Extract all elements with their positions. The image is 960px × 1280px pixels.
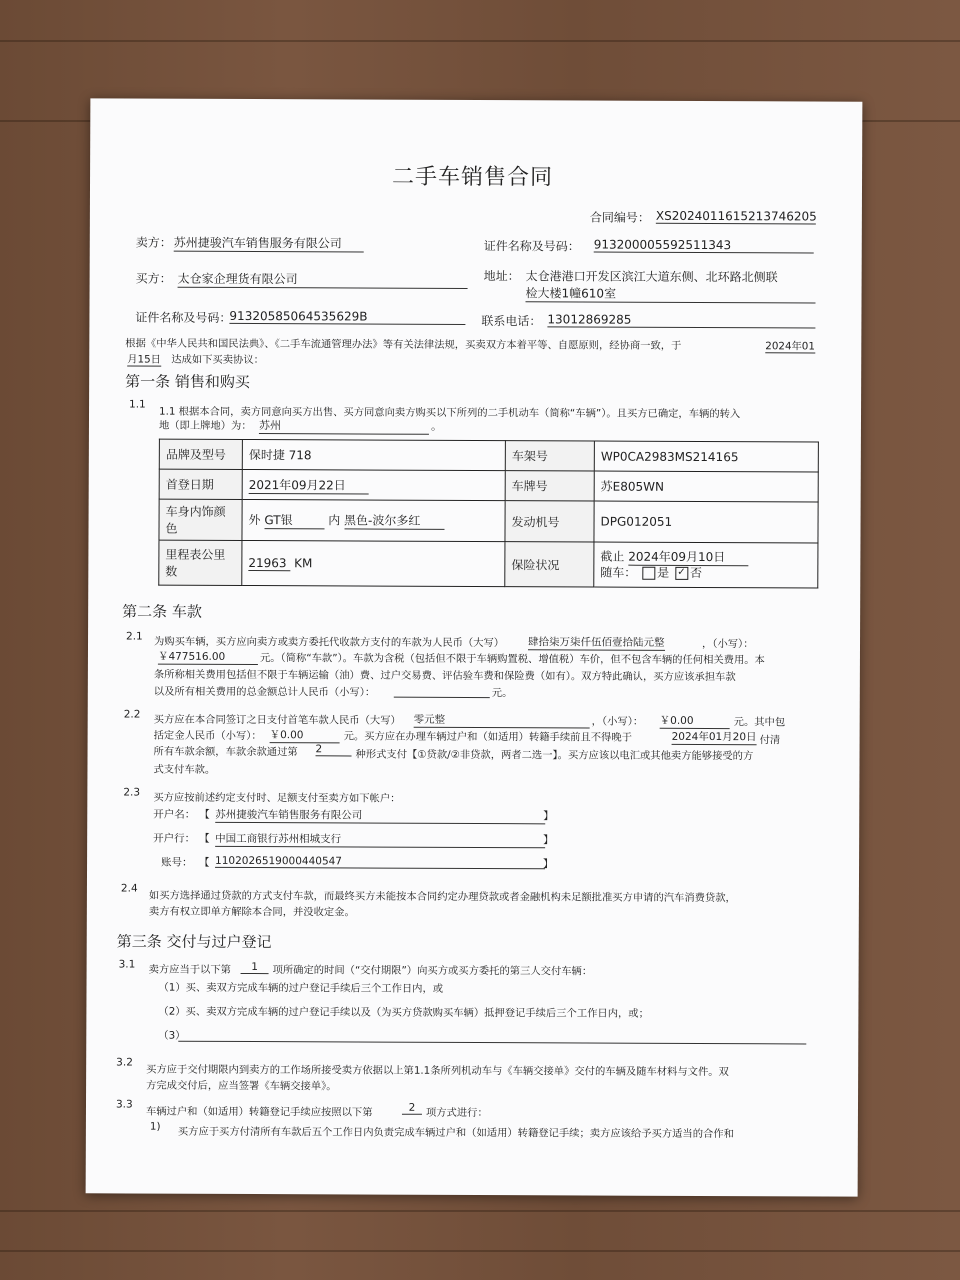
transfer-place: 苏州 [259, 417, 429, 435]
clause-2-2-num: 2.2 [123, 708, 141, 721]
clause-2-2-c: 元。其中包 [733, 716, 786, 729]
mileage-unit: KM [294, 555, 313, 570]
clause-2-1-f: 元。 [491, 687, 513, 700]
section2-title: 第二条 车款 [122, 602, 202, 621]
clause-2-1-a: 为购买车辆，买方应向卖方或卖方委托代收款方支付的车款为人民币（大写） [153, 635, 505, 650]
clause-2-2-f: 付清 [759, 734, 781, 747]
clause-2-2-h: 种形式支付【①贷款/②非贷款，两者二选一】。买方应该以电汇或其他卖方能够接受的方 [355, 748, 754, 763]
first-payment-number: ￥0.00 [660, 713, 730, 729]
brand-value: 保时捷 718 [242, 439, 505, 470]
checkbox-no[interactable]: ✓ [675, 566, 688, 579]
mileage-key: 里程表公里数 [159, 540, 242, 585]
clause-2-2-i: 式支付车款。 [153, 763, 216, 776]
account-name: 苏州捷骏汽车销售服务有限公司 [215, 807, 545, 824]
clause-3-2-b: 方完成交付后，应当签署《车辆交接单》。 [146, 1079, 337, 1093]
insurance-until-label: 截止 [600, 549, 625, 564]
clause-2-2-d: 括定金人民币（小写）： [153, 729, 262, 743]
payoff-date: 2024年01月20日 [671, 730, 757, 744]
vin-key: 车架号 [505, 441, 594, 471]
transfer-option: 2 [402, 1102, 422, 1115]
account-name-label: 开户名： [153, 808, 196, 821]
insurance-date: 2024年09月10日 [628, 549, 748, 566]
bracket-left: 【 [199, 832, 210, 845]
clause-2-1-b: ，（小写）： [701, 637, 754, 651]
option-3-blank [178, 1027, 806, 1045]
clause-2-2-a: 买方应在本合同签订之日支付首笔车款人民币（大写） [153, 713, 401, 727]
phone-value: 13012869285 [547, 312, 815, 328]
clause-3-2-a: 买方应于交付期限内到卖方的工作场所接受卖方依据以上第1.1条所列机动车与《车辆交接单》交付的车辆及随车材料与文件。双 [146, 1063, 729, 1079]
mileage-value: 21963 [248, 556, 290, 571]
document-title: 二手车销售合同 [391, 164, 554, 191]
account-number: 1102026519000440547 [215, 855, 545, 869]
plate-value: 苏E805WN [594, 471, 818, 502]
seller-value: 苏州捷骏汽车销售服务有限公司 [174, 234, 364, 253]
contract-no-value: XS20240116152137​46205 [655, 208, 817, 224]
bracket-right: 】 [543, 858, 554, 871]
delivery-option: 1 [241, 961, 269, 974]
engine-key: 发动机号 [505, 501, 594, 542]
color-cell [242, 499, 505, 541]
total-blank [394, 684, 490, 698]
clause-2-2-g: 所有车款余额，车款余款通过第 [153, 745, 298, 759]
checkbox-yes[interactable] [642, 566, 655, 579]
bracket-right: 】 [543, 834, 554, 847]
seller-id-value: 913200005592511343 [594, 238, 814, 254]
clause-3-3-b: 项方式进行： [425, 1106, 488, 1120]
clause-2-1-d: 条所称相关费用包括但不限于车辆运输（油）费、过户交易费、评估验车费和保险费（如有）。双方特此确认，买方应该承担车款 [153, 668, 736, 684]
price-words: 肆拾柒万柒仟伍佰壹拾陆元整 [527, 636, 665, 649]
clause-2-4-a: 如买方选择通过贷款的方式支付车款，而最终买方未能按本合同约定办理贷款或者金融机构未足额批准买方申请的汽车消费贷款， [148, 889, 736, 905]
clause-3-3-a: 车辆过户和（如适用）转籍登记手续应按照以下第 [145, 1105, 373, 1119]
bank-name: 中国工商银行苏州相城支行 [215, 831, 545, 848]
price-number: ￥477516.00 [158, 649, 258, 665]
contract-paper [86, 98, 863, 1196]
bank-label: 开户行： [153, 832, 196, 845]
clause-3-3-1-num: 1) [149, 1120, 161, 1133]
preamble-line1: 根据《中华人民共和国民法典》、《二手车流通管理办法》等有关法律法规，买卖双方本着平等、自愿原则，经协商一致，于 [125, 337, 682, 352]
vin-value: WP0CA2983MS214165 [594, 441, 818, 472]
address-line1: 太仓港港口开发区滨江大道东侧、北环路北侧联 [525, 269, 778, 285]
plate-key: 车牌号 [505, 471, 594, 501]
clause-2-1-c: 元。（简称“车款”）。车款为含税（包括但不限于车辆购置税、增值税）车价，但不包含车辆的任何相关费用。本 [259, 652, 765, 667]
reg-date-cell [242, 469, 505, 500]
wood-grain [0, 1210, 960, 1212]
clause-2-1-e: 以及所有相关费用的总金额总计人民币（小写）： [153, 685, 376, 699]
clause-2-2-e: 元。买方应在办理车辆过户和（如适用）转籍手续前且不得晚于 [343, 730, 632, 744]
insurance-car-label: 随车： [600, 565, 637, 580]
vehicle-table [158, 439, 819, 589]
color-in-label: 内 [328, 513, 341, 528]
clause-3-2-num: 3.2 [116, 1056, 133, 1069]
clause-3-1-num: 3.1 [118, 958, 136, 971]
buyer-id-label: 证件名称及号码： [135, 310, 232, 325]
clause-3-1-a: 卖方应当于以下第 [148, 963, 231, 976]
color-in-value: 黑色-波尔多红 [344, 511, 444, 529]
reg-date-key: 首登日期 [159, 469, 242, 499]
section1-title: 第一条 销售和购买 [125, 372, 250, 392]
seller-label: 卖方： [135, 235, 172, 250]
wood-grain [0, 1250, 960, 1252]
seller-id-label: 证件名称及号码： [483, 239, 580, 254]
bracket-right: 】 [543, 810, 554, 823]
option-1: （1）买、卖双方完成车辆的过户登记手续后三个工作日内，或 [158, 981, 444, 995]
option-2: （2）买、卖双方完成车辆的过户登记手续以及（为买方贷款购买车辆）抵押登记手续后三个工作日内，或； [158, 1005, 649, 1020]
contract-no-label: 合同编号： [589, 210, 650, 225]
clause-3-1-b: 项所确定的时间（“交付期限”）向买方或买方委托的第三人交付车辆： [272, 964, 593, 978]
reg-date-value: 2021年09月22日 [249, 476, 369, 495]
clause-1-1-text2: 地（即上牌地）为： [158, 419, 252, 433]
color-key: 车身内饰颜色 [159, 499, 242, 540]
bracket-left: 【 [199, 856, 210, 869]
clause-3-3-num: 3.3 [115, 1098, 133, 1111]
no-label: 否 [689, 565, 703, 580]
insurance-cell [594, 542, 818, 588]
clause-end: 。 [430, 419, 442, 433]
mileage-cell [242, 540, 505, 586]
wood-grain [0, 40, 960, 42]
brand-key: 品牌及型号 [159, 439, 242, 469]
phone-label: 联系电话： [481, 314, 542, 329]
preamble-line2: 达成如下买卖协议： [171, 353, 264, 367]
color-out-value: GT银 [264, 511, 324, 529]
insurance-key: 保险状况 [505, 542, 594, 587]
payment-way: 2 [316, 743, 352, 756]
color-out-label: 外 [248, 513, 261, 528]
preamble-date2: 月15日 [127, 350, 161, 366]
buyer-id-value: 91320585064535629B [229, 309, 465, 325]
clause-number: 1.1 [129, 398, 146, 411]
clause-2-2-b: ，（小写）： [591, 715, 644, 728]
preamble-date1: 2024年01 [765, 337, 815, 353]
address-label: 地址： [483, 269, 520, 284]
option-3: （3） [158, 1029, 186, 1042]
section3-title: 第三条 交付与过户登记 [116, 932, 272, 952]
buyer-label: 买方： [135, 271, 172, 286]
clause-2-1-num: 2.1 [126, 630, 143, 643]
clause-2-3-num: 2.3 [123, 786, 141, 799]
deposit-number: ￥0.00 [270, 727, 340, 743]
account-no-label: 账号： [161, 856, 193, 869]
bracket-left: 【 [199, 808, 210, 821]
clause-2-4-num: 2.4 [120, 882, 138, 895]
first-payment-words: 零元整 [414, 712, 590, 729]
engine-value: DPG012051 [594, 501, 818, 543]
buyer-value: 太仓家企理货有限公司 [178, 270, 468, 289]
clause-3-3-1: 买方应于买方付清所有车款后五个工作日内负责完成车辆过户和（如适用）转籍登记手续；卖方应该给予买方适当的合作和 [177, 1125, 734, 1141]
clause-1-1-text: 1.1 根据本合同，卖方同意向买方出售、买方同意向卖方购买以下所列的二手机动车（简称“车辆”）。且买方已确定，车辆的转入 [159, 405, 741, 421]
yes-label: 是 [657, 565, 670, 580]
clause-2-4-b: 卖方有权立即单方解除本合同，并没收定金。 [148, 905, 355, 919]
clause-2-3-a: 买方应按前述约定支付时、足额支付至卖方如下帐户： [153, 791, 401, 805]
address-line2: 检大楼1幢610室 [526, 284, 816, 303]
